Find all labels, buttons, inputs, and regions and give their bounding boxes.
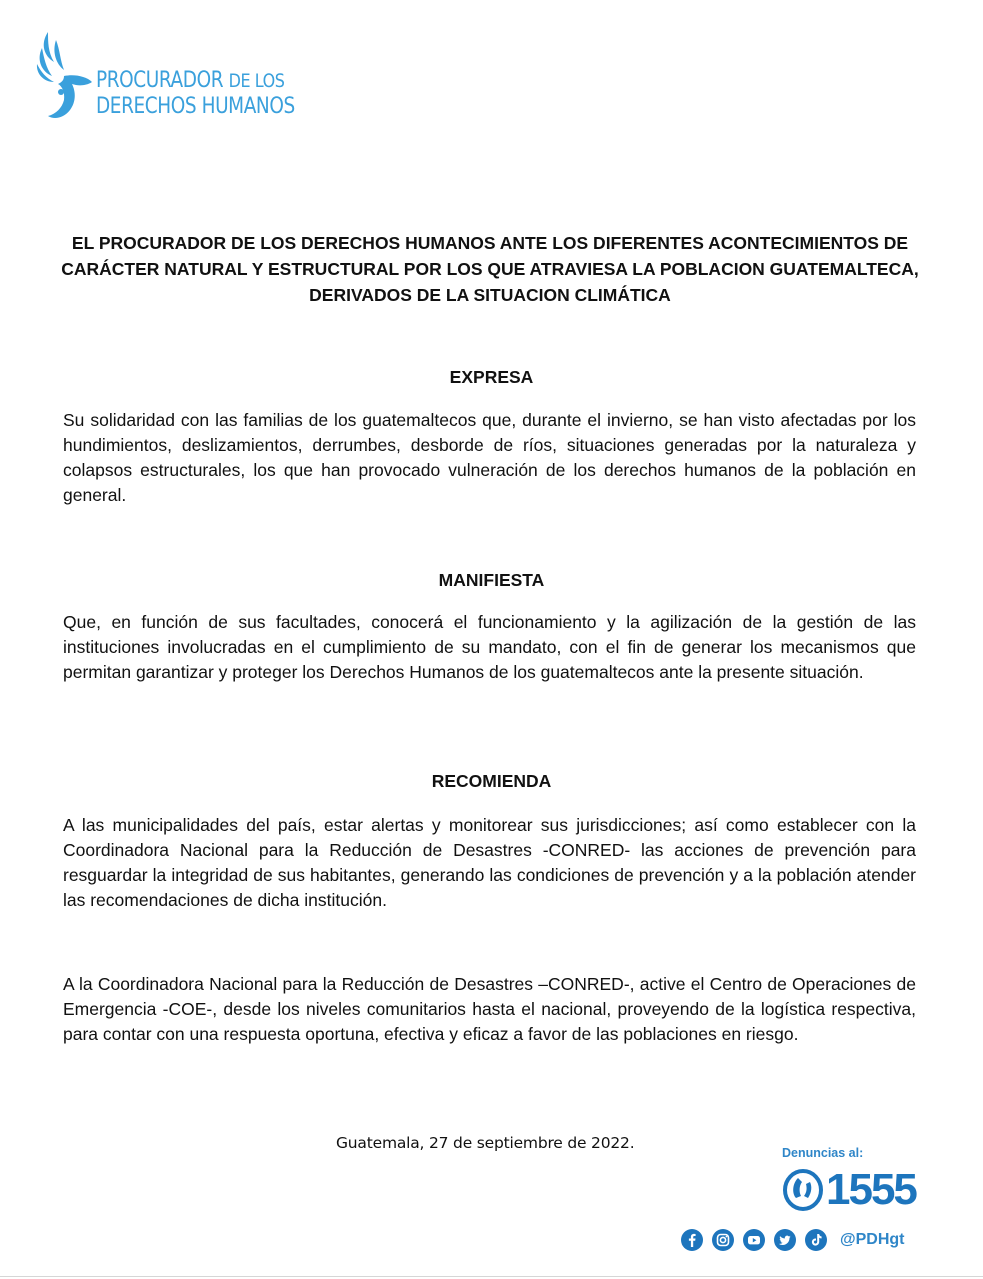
tiktok-icon[interactable] [805,1229,827,1251]
document-date: Guatemala, 27 de septiembre de 2022. [336,1134,635,1152]
paragraph-recomienda-2: A la Coordinadora Nacional para la Reducción de Desastres –CONRED-, active el Centro de Operaciones de Emergencia -COE-, desde los niveles comunitarios hasta el nacional, proveyendo de la logística respectiva, para contar con una respuesta oportuna, efectiva y eficaz a favor de las poblaciones en riesgo. [63,974,916,1044]
paragraph-recomienda-1: A las municipalidades del país, estar alertas y monitorear sus jurisdicciones; así como establecer con la Coordinadora Nacional para la Reducción de Desastres -CONRED- las acciones de prevención para resguardar la integridad de sus habitantes, generando las condiciones de prevención y a la población atender las recomendaciones de dicha institución. [63,815,916,910]
twitter-icon[interactable] [774,1229,796,1251]
hotline [782,1162,922,1218]
youtube-icon[interactable] [743,1229,765,1251]
heading-expresa: EXPRESA [449,367,534,387]
logo-wordmark [96,68,295,120]
logo-line2: DERECHOS HUMANOS [96,94,295,119]
facebook-icon[interactable] [681,1229,703,1251]
pdh-logo [34,30,304,125]
page-bottom-rule [0,1276,983,1277]
hotline-number: 1555 [826,1165,916,1214]
paragraph-manifiesta: Que, en función de sus facultades, conocerá el funcionamiento y la agilización de la gestión de las instituciones involucradas en el cumplimiento de su mandato, con el fin de generar los mecanismos que permitan garantizar y proteger los Derechos Humanos de los guatemaltecos ante la presente situación. [63,612,916,682]
social-links [681,1228,904,1252]
paragraph-expresa: Su solidaridad con las familias de los guatemaltecos que, durante el invierno, se han visto afectadas por los hundimientos, deslizamientos, derrumbes, desborde de ríos, situaciones generadas por la naturaleza y colapsos estructurales, los que han provocado vulneración de los derechos humanos de la población en general. [63,410,916,505]
heading-manifiesta: MANIFIESTA [438,570,545,590]
phone-icon [782,1168,824,1212]
logo-line1: PROCURADOR [96,68,224,93]
heading-recomienda: RECOMIENDA [431,771,552,791]
social-handle[interactable]: @PDHgt [840,1231,905,1248]
instagram-icon[interactable] [712,1229,734,1251]
pdh-emblem-icon [34,30,96,125]
logo-line1-small: DE LOS [228,70,285,92]
document-title: EL PROCURADOR DE LOS DERECHOS HUMANOS ANTE LOS DIFERENTES ACONTECIMIENTOS DE CARÁCTER NATURAL Y ESTRUCTURAL POR LOS QUE ATRAVIESA LA POBLACION GUATEMALTECA, DERIVADOS DE LA SITUACION CLIMÁTICA [61,233,919,305]
hotline-label: Denuncias al: [782,1146,864,1160]
